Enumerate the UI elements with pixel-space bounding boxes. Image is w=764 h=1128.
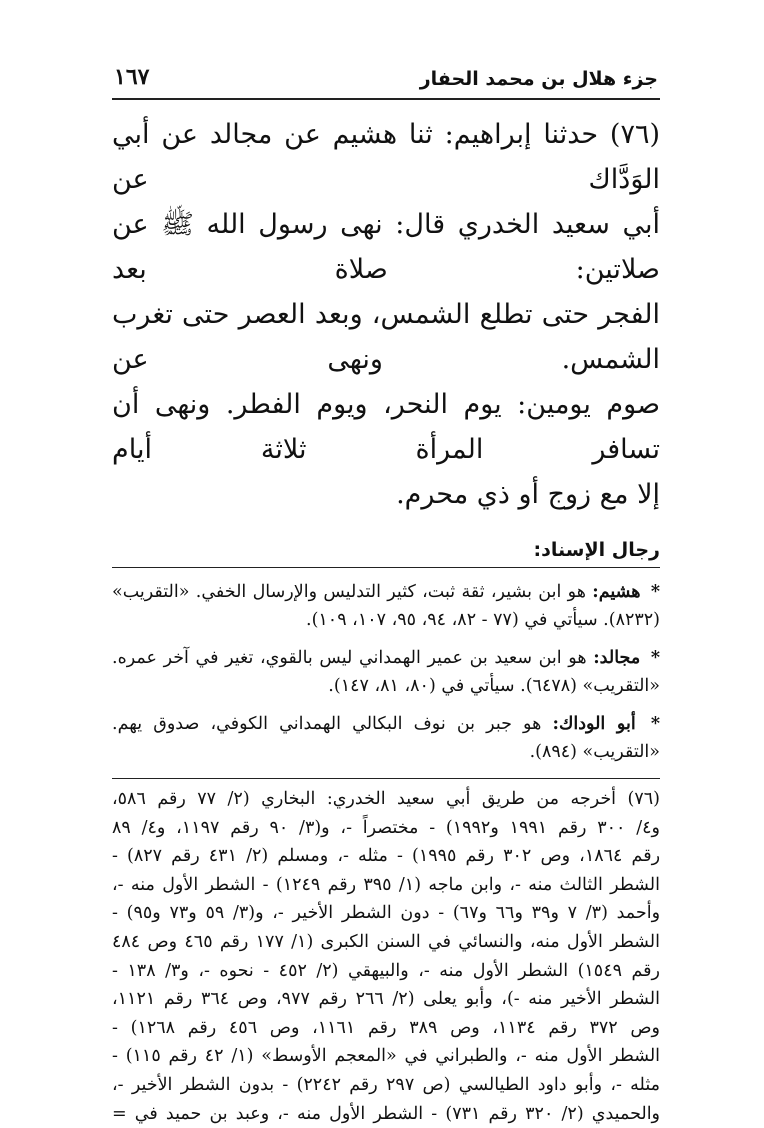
bullet-marker: * <box>650 582 660 602</box>
footnote-line: وأحمد (٣/ ٧ و٣٩ و٦٦ و٦٧) - دون الشطر الأخير -، و(٣/ ٥٩ و٧٣ و٩٥) - <box>112 903 661 924</box>
hadith-line: أبي سعيد الخدري قال: نهى رسول الله ﷺ عن صلاتين: صلاة بعد <box>112 209 660 285</box>
narrator-description: هو ابن بشير، ثقة ثبت، كثير التدليس والإرسال الخفي. «التقريب» (٨٢٣٢). سيأتي في (٧٧ - ٨٢، ٩٤، ٩٥، ١٠٧، ١٠٩). <box>112 582 660 630</box>
footnote-line: (٧٦) أخرجه من طريق أبي سعيد الخدري: البخاري (٢/ ٧٧ رقم ٥٨٦، <box>112 789 660 809</box>
footnote-separator <box>112 778 660 779</box>
hadith-text <box>112 112 660 517</box>
hadith-line: (٧٦) حدثنا إبراهيم: ثنا هشيم عن مجالد عن أبي الوَدَّاك عن <box>112 119 660 195</box>
footnote-line: الشطر الأول منه، والنسائي في السنن الكبرى (١/ ١٧٧ رقم ٤٦٥ وص ٤٨٤ <box>112 931 660 952</box>
page-number: ١٦٧ <box>114 64 150 90</box>
footnote-line: والحميدي (٢/ ٣٢٠ رقم ٧٣١) - الشطر الأول منه -، وعبد بن حميد في = <box>112 1103 661 1124</box>
running-title: جزء هلال بن محمد الحفار <box>419 68 658 90</box>
narrator-name: أبو الوداك: <box>552 714 636 734</box>
narrator-entry <box>112 710 660 766</box>
footnote-line: الشطر الثالث منه -، وابن ماجه (١/ ٣٩٥ رقم ١٢٤٩) - الشطر الأول منه -، <box>112 874 660 895</box>
footnote-line: مثله -، وأبو داود الطيالسي (ص ٢٩٧ رقم ٢٢٤٢) - بدون الشطر الأخير -، <box>112 1074 660 1095</box>
hadith-line: الفجر حتى تطلع الشمس، وبعد العصر حتى تغرب الشمس. ونهى عن <box>112 299 660 375</box>
hadith-line: إلا مع زوج أو ذي محرم. <box>396 479 660 510</box>
bullet-marker: * <box>650 714 660 734</box>
footnote-line: وص ٣٧٢ رقم ١١٣٤، وص ٣٨٩ رقم ١١٦١، وص ٤٥٦ رقم ١٢٦٨) - <box>112 1017 660 1038</box>
narrator-entry <box>112 578 660 634</box>
hadith-line: صوم يومين: يوم النحر، ويوم الفطر. ونهى أن تسافر المرأة ثلاثة أيام <box>112 389 660 465</box>
narrator-description: هو جبر بن نوف البكالي الهمداني الكوفي، صدوق يهم. «التقريب» (٨٩٤). <box>112 714 660 762</box>
narrator-name: مجالد: <box>593 648 641 668</box>
footnote-line: و٤/ ٣٠٠ رقم ١٩٩١ و١٩٩٢) - مختصراً -، و(٣/ ٩٠ رقم ١١٩٧، و٤/ ٨٩ <box>112 817 660 838</box>
footnote-line: الشطر الأخير منه -)، وأبو يعلى (٢/ ٢٦٦ رقم ٩٧٧، وص ٣٦٤ رقم ١١٢١، <box>112 989 660 1010</box>
narrator-name: هشيم: <box>592 582 641 602</box>
narrator-entry <box>112 644 660 700</box>
footnote-line: الشطر الأول منه -، والطبراني في «المعجم الأوسط» (١/ ٤٢ رقم ١١٥) - <box>112 1046 661 1067</box>
footnote-line: رقم ١٨٦٤، وص ٣٠٢ رقم ١٩٩٥) - مثله -، ومسلم (٢/ ٤٣١ رقم ٨٢٧) - <box>112 846 661 867</box>
takhrij-footnote <box>112 785 660 1128</box>
page-content <box>112 112 660 1128</box>
bullet-marker: * <box>650 648 660 668</box>
footnote-line: رقم ١٥٤٩) الشطر الأول منه -، والبيهقي (٢/ ٤٥٢ - نحوه -، و٣/ ١٣٨ - <box>112 960 660 981</box>
page-header <box>112 58 660 100</box>
section-heading: رجال الإسناد: <box>112 537 660 568</box>
narrator-description: هو ابن سعيد بن عمير الهمداني ليس بالقوي، تغير في آخر عمره. «التقريب» (٦٤٧٨). سيأتي في (٨٠، ٨١، ١٤٧). <box>112 648 660 696</box>
